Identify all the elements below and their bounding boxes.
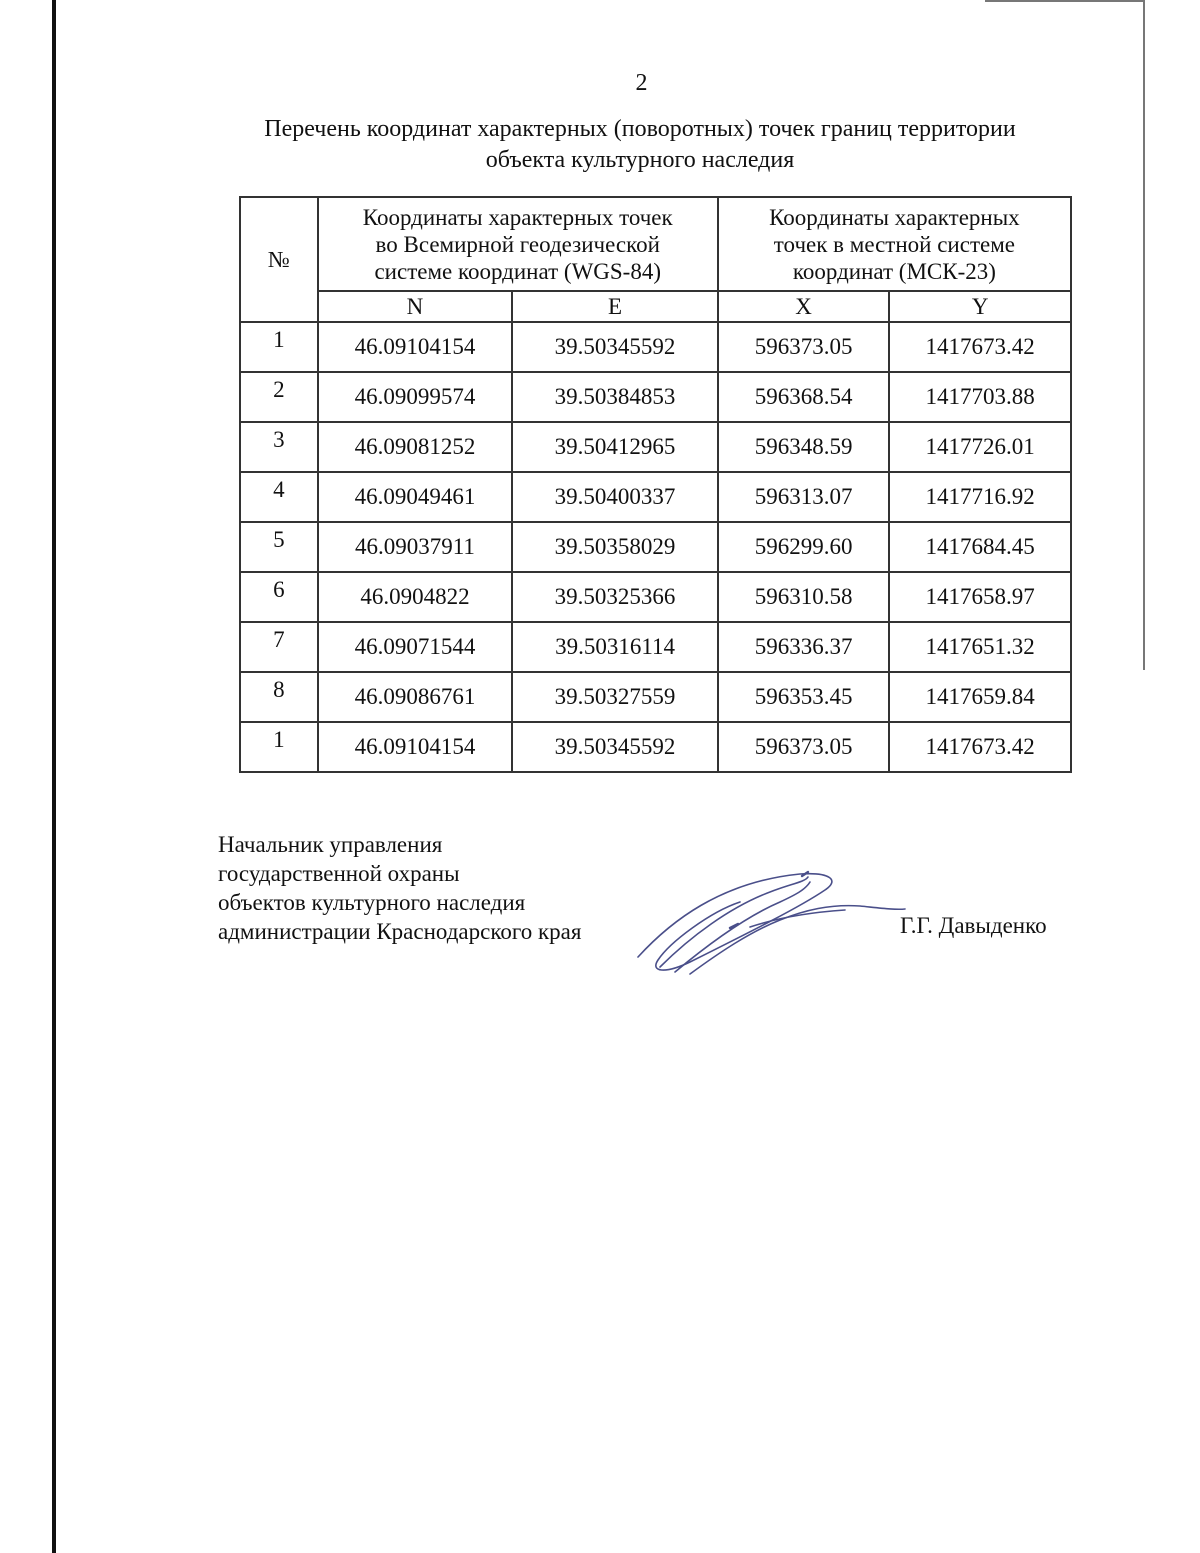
col-group-msk23 [718, 197, 1071, 291]
col-group-msk23-line-3: координат (МСК-23) [792, 258, 996, 284]
cell-y: 1417703.88 [889, 372, 1071, 422]
col-group-wgs84-line-3: системе координат (WGS-84) [374, 258, 661, 284]
document-title-line-1: Перечень координат характерных (поворотных) точек границ территории [264, 116, 1016, 142]
cell-x: 596373.05 [718, 322, 890, 372]
scan-edge-top [985, 0, 1145, 2]
table-row [240, 422, 1071, 472]
cell-e: 39.50316114 [512, 622, 718, 672]
scan-edge-left [52, 0, 56, 1553]
cell-point-number: 3 [240, 422, 318, 472]
col-header-x: X [718, 291, 890, 322]
cell-n: 46.09071544 [318, 622, 513, 672]
cell-e: 39.50384853 [512, 372, 718, 422]
table-row [240, 572, 1071, 622]
cell-point-number: 1 [240, 722, 318, 772]
cell-point-number: 8 [240, 672, 318, 722]
cell-e: 39.50412965 [512, 422, 718, 472]
signer-position-line-3: объектов культурного наследия [218, 890, 526, 915]
cell-n: 46.09037911 [318, 522, 513, 572]
cell-x: 596373.05 [718, 722, 890, 772]
document-title [215, 114, 1065, 176]
col-group-msk23-line-2: точек в местной системе [773, 231, 1015, 257]
signer-position [218, 830, 581, 946]
cell-n: 46.09086761 [318, 672, 513, 722]
col-header-e: E [512, 291, 718, 322]
cell-point-number: 1 [240, 322, 318, 372]
cell-y: 1417673.42 [889, 322, 1071, 372]
table-row [240, 622, 1071, 672]
cell-x: 596313.07 [718, 472, 890, 522]
table-row [240, 472, 1071, 522]
cell-y: 1417658.97 [889, 572, 1071, 622]
signer-position-line-1: Начальник управления [218, 832, 443, 857]
col-header-y: Y [889, 291, 1071, 322]
cell-x: 596348.59 [718, 422, 890, 472]
col-group-wgs84-line-2: во Всемирной геодезической [375, 231, 660, 257]
cell-n: 46.09081252 [318, 422, 513, 472]
cell-x: 596353.45 [718, 672, 890, 722]
cell-e: 39.50325366 [512, 572, 718, 622]
table-row [240, 722, 1071, 772]
cell-y: 1417684.45 [889, 522, 1071, 572]
coordinates-table [239, 196, 1072, 773]
cell-n: 46.09099574 [318, 372, 513, 422]
cell-e: 39.50327559 [512, 672, 718, 722]
cell-y: 1417651.32 [889, 622, 1071, 672]
cell-y: 1417659.84 [889, 672, 1071, 722]
signer-position-line-4: администрации Краснодарского края [218, 919, 582, 944]
page-number: 2 [635, 70, 648, 96]
cell-point-number: 7 [240, 622, 318, 672]
cell-point-number: 2 [240, 372, 318, 422]
document-title-line-2: объекта культурного наследия [485, 147, 795, 173]
cell-e: 39.50345592 [512, 722, 718, 772]
cell-n: 46.09049461 [318, 472, 513, 522]
cell-x: 596336.37 [718, 622, 890, 672]
cell-e: 39.50358029 [512, 522, 718, 572]
table-subheader-row [240, 291, 1071, 322]
cell-n: 46.0904822 [318, 572, 513, 622]
col-group-wgs84-line-1: Координаты характерных точек [362, 204, 673, 230]
cell-x: 596299.60 [718, 522, 890, 572]
cell-x: 596310.58 [718, 572, 890, 622]
signer-position-line-2: государственной охраны [218, 861, 460, 886]
col-group-wgs84 [318, 197, 718, 291]
table-row [240, 372, 1071, 422]
table-header-row [240, 197, 1071, 291]
cell-n: 46.09104154 [318, 722, 513, 772]
scan-edge-right [1143, 0, 1145, 670]
cell-y: 1417716.92 [889, 472, 1071, 522]
handwritten-signature [630, 862, 910, 982]
cell-x: 596368.54 [718, 372, 890, 422]
cell-y: 1417726.01 [889, 422, 1071, 472]
cell-point-number: 5 [240, 522, 318, 572]
cell-y: 1417673.42 [889, 722, 1071, 772]
col-header-number: № [240, 197, 318, 322]
table-row [240, 322, 1071, 372]
cell-e: 39.50400337 [512, 472, 718, 522]
table-row [240, 522, 1071, 572]
col-group-msk23-line-1: Координаты характерных [769, 204, 1020, 230]
signer-name: Г.Г. Давыденко [900, 913, 1047, 938]
cell-point-number: 4 [240, 472, 318, 522]
cell-e: 39.50345592 [512, 322, 718, 372]
col-header-n: N [318, 291, 513, 322]
table-row [240, 672, 1071, 722]
cell-point-number: 6 [240, 572, 318, 622]
cell-n: 46.09104154 [318, 322, 513, 372]
